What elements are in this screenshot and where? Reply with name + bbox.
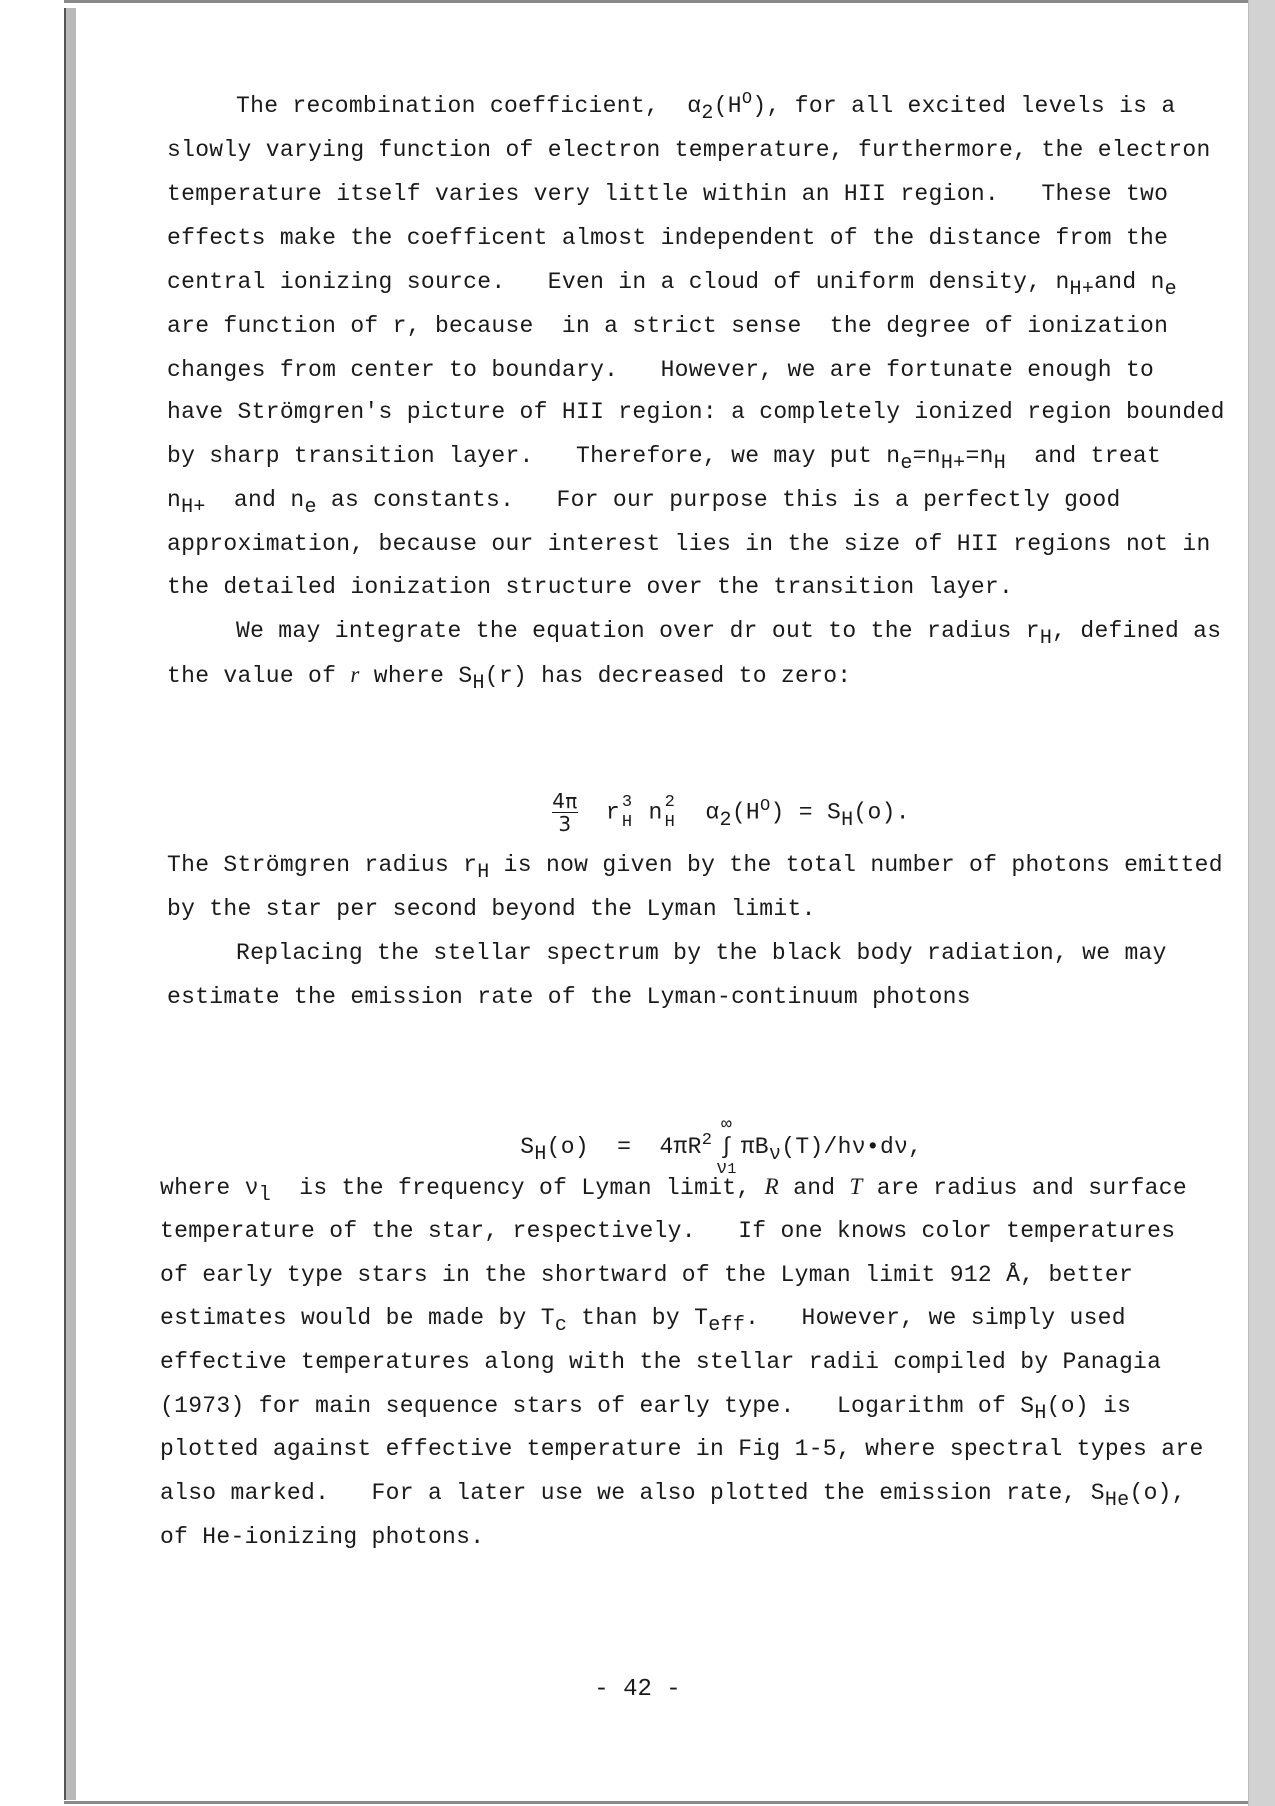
- eq-r-subscript: H: [621, 812, 633, 832]
- text-line: [160, 1261, 1133, 1289]
- eq-rhs-tail: (o).: [853, 799, 910, 826]
- text-run: Replacing the stellar spectrum by the black body radiation, we may: [236, 940, 1167, 966]
- text-run: by sharp transition layer. Therefore, we may put n: [167, 443, 901, 469]
- text-run: have Strömgren's picture of HII region: a completely ionized region bounded: [167, 399, 1225, 425]
- text-run: of early type stars in the shortward of the Lyman limit 912 Å, better: [160, 1262, 1134, 1288]
- text-line: [167, 851, 1223, 884]
- eq-r: r: [605, 799, 620, 826]
- text-run: temperature of the star, respectively. If one knows color temperatures: [160, 1218, 1176, 1244]
- text-line: [167, 312, 1168, 340]
- eq2-integrand: πB: [740, 1134, 769, 1161]
- text-run: and n: [205, 487, 305, 513]
- italic-symbol: r: [350, 662, 360, 687]
- text-run: ), for all excited levels is a: [752, 93, 1176, 119]
- scan-edge-bottom: [64, 1801, 1250, 1804]
- integral-lower-subscript: 1: [727, 1161, 737, 1178]
- italic-symbol: T: [849, 1174, 863, 1199]
- equation-stromgren-radius: [524, 762, 910, 835]
- text-run: (1973) for main sequence stars of early type. Logarithm of S: [160, 1393, 1035, 1419]
- text-run: central ionizing source. Even in a cloud of uniform density, n: [167, 269, 1070, 295]
- subscript: eff: [708, 1314, 746, 1337]
- text-run: estimate the emission rate of the Lyman-continuum photons: [167, 984, 971, 1010]
- text-run: where ν: [160, 1175, 259, 1201]
- eq2-lhs: S: [520, 1134, 535, 1161]
- text-line: [160, 1435, 1204, 1463]
- text-line: [236, 939, 1167, 967]
- subscript: H: [993, 452, 1006, 475]
- text-run: n: [167, 487, 182, 513]
- fraction: [552, 790, 577, 835]
- eq2-lhs-subscript: H: [534, 1143, 547, 1167]
- subscript: c: [554, 1314, 568, 1337]
- superscript: O: [741, 90, 753, 109]
- text-line: [160, 1392, 1132, 1425]
- eq-rhs-subscript: H: [841, 808, 854, 832]
- integral-upper-limit: ∞: [720, 1115, 733, 1135]
- text-line: [167, 180, 1168, 208]
- text-run: where S: [359, 663, 473, 689]
- eq-n: n: [648, 799, 663, 826]
- subscript: H: [477, 861, 490, 884]
- subscript: H+: [181, 496, 206, 519]
- text-run: as constants. For our purpose this is a perfectly good: [316, 487, 1121, 513]
- text-run: the value of: [167, 663, 351, 689]
- text-run: by the star per second beyond the Lyman limit.: [167, 896, 816, 922]
- eq2-integrand-subscript: ν: [768, 1143, 782, 1167]
- integral-symbol: ∫: [719, 1134, 734, 1160]
- text-line: [160, 1479, 1186, 1512]
- eq-n-exponent: 2: [664, 792, 676, 812]
- subscript: He: [1104, 1489, 1130, 1512]
- equation-emission-rate: [492, 1086, 922, 1180]
- text-run: (r) has decreased to zero:: [484, 663, 852, 689]
- text-run: plotted against effective temperature in Fig 1-5, where spectral types are: [160, 1436, 1204, 1462]
- text-run: . However, we simply used: [745, 1305, 1126, 1331]
- fraction-numerator: 4π: [552, 789, 578, 813]
- text-line: [167, 661, 852, 695]
- subscript: e: [900, 452, 913, 475]
- text-line: [167, 356, 1154, 384]
- text-run: The Strömgren radius r: [167, 852, 478, 878]
- text-line: [167, 136, 1211, 164]
- text-run: and n: [1094, 269, 1165, 295]
- subscript: H+: [1069, 278, 1095, 301]
- eq-alpha-arg: (H: [731, 799, 761, 826]
- page-number: - 42 -: [594, 1676, 681, 1703]
- text-run: effects make the coefficent almost independent of the distance from the: [167, 225, 1169, 251]
- text-line: [167, 224, 1168, 252]
- text-run: =n: [965, 443, 994, 469]
- eq-alpha-subscript: 2: [719, 808, 732, 832]
- eq-r-exponent: 3: [621, 792, 633, 812]
- text-run: slowly varying function of electron temperature, furthermore, the electron: [167, 137, 1211, 163]
- italic-symbol: R: [764, 1174, 779, 1199]
- subscript: 2: [701, 102, 714, 125]
- eq-n-indices: [665, 793, 676, 833]
- text-line: [167, 486, 1121, 519]
- integral-lower-limit: [716, 1158, 736, 1180]
- subscript: e: [304, 496, 317, 519]
- text-run: The recombination coefficient, α: [236, 93, 702, 119]
- eq-alpha: α: [705, 799, 720, 826]
- text-run: (H: [713, 93, 742, 119]
- text-line: [167, 983, 971, 1011]
- text-run: effective temperatures along with the stellar radii compiled by Panagia: [160, 1349, 1162, 1375]
- subscript: H: [1034, 1402, 1047, 1425]
- text-line: [167, 398, 1225, 426]
- subscript: l: [258, 1184, 272, 1207]
- text-run: (o),: [1129, 1480, 1186, 1506]
- text-line: [160, 1217, 1175, 1245]
- text-run: than by T: [567, 1305, 709, 1331]
- text-line: [160, 1523, 484, 1551]
- text-line: [167, 442, 1162, 475]
- text-run: is now given by the total number of photons emitted: [489, 852, 1223, 878]
- text-run: , defined as: [1052, 618, 1222, 644]
- text-line: [167, 573, 1013, 601]
- text-run: We may integrate the equation over dr out to the radius r: [236, 618, 1040, 644]
- scan-edge-top: [64, 0, 1250, 3]
- subscript: H: [472, 672, 485, 695]
- subscript: e: [1164, 278, 1177, 301]
- text-run: (o) is: [1046, 1393, 1132, 1419]
- text-line: [167, 530, 1211, 558]
- subscript: H+: [940, 452, 966, 475]
- text-run: approximation, because our interest lies in the size of HII regions not in: [167, 531, 1211, 557]
- scan-edge-right: [1248, 0, 1275, 1806]
- text-run: are radius and surface: [862, 1175, 1187, 1201]
- page-margin-left: [0, 0, 64, 1806]
- integral-sign: [716, 1114, 736, 1180]
- text-run: is the frequency of Lyman limit,: [271, 1175, 765, 1201]
- scan-edge-left: [64, 8, 76, 1800]
- text-run: estimates would be made by T: [160, 1305, 555, 1331]
- text-line: [236, 617, 1222, 650]
- text-run: are function of r, because in a strict sense the degree of ionization: [167, 313, 1169, 339]
- eq-alpha-close: ): [770, 799, 785, 826]
- text-run: of He-ionizing photons.: [160, 1524, 485, 1550]
- text-line: [160, 1304, 1126, 1337]
- eq-alpha-sup: O: [760, 796, 771, 816]
- text-run: =n: [912, 443, 941, 469]
- text-line: [167, 268, 1177, 301]
- eq-r-indices: [622, 793, 633, 833]
- eq-n-subscript: H: [664, 812, 676, 832]
- text-run: also marked. For a later use we also plotted the emission rate, S: [160, 1480, 1105, 1506]
- text-run: and: [778, 1175, 850, 1201]
- text-run: changes from center to boundary. However, we are fortunate enough to: [167, 357, 1155, 383]
- subscript: H: [1039, 627, 1053, 650]
- text-run: temperature itself varies very little within an HII region. These two: [167, 181, 1169, 207]
- eq2-r-exponent: 2: [701, 1131, 713, 1151]
- text-line: [236, 90, 1176, 125]
- eq2-lhs-tail: (o) = 4πR: [546, 1134, 702, 1161]
- text-line: [160, 1348, 1161, 1376]
- text-run: and treat: [1006, 443, 1162, 469]
- fraction-denominator: 3: [558, 812, 572, 836]
- eq2-tail: (T)/hν•dν,: [781, 1134, 923, 1161]
- text-line: [167, 895, 816, 923]
- eq-rhs: = S: [798, 799, 842, 826]
- integral-lower-nu: ν: [716, 1159, 728, 1179]
- text-run: the detailed ionization structure over the transition layer.: [167, 574, 1014, 600]
